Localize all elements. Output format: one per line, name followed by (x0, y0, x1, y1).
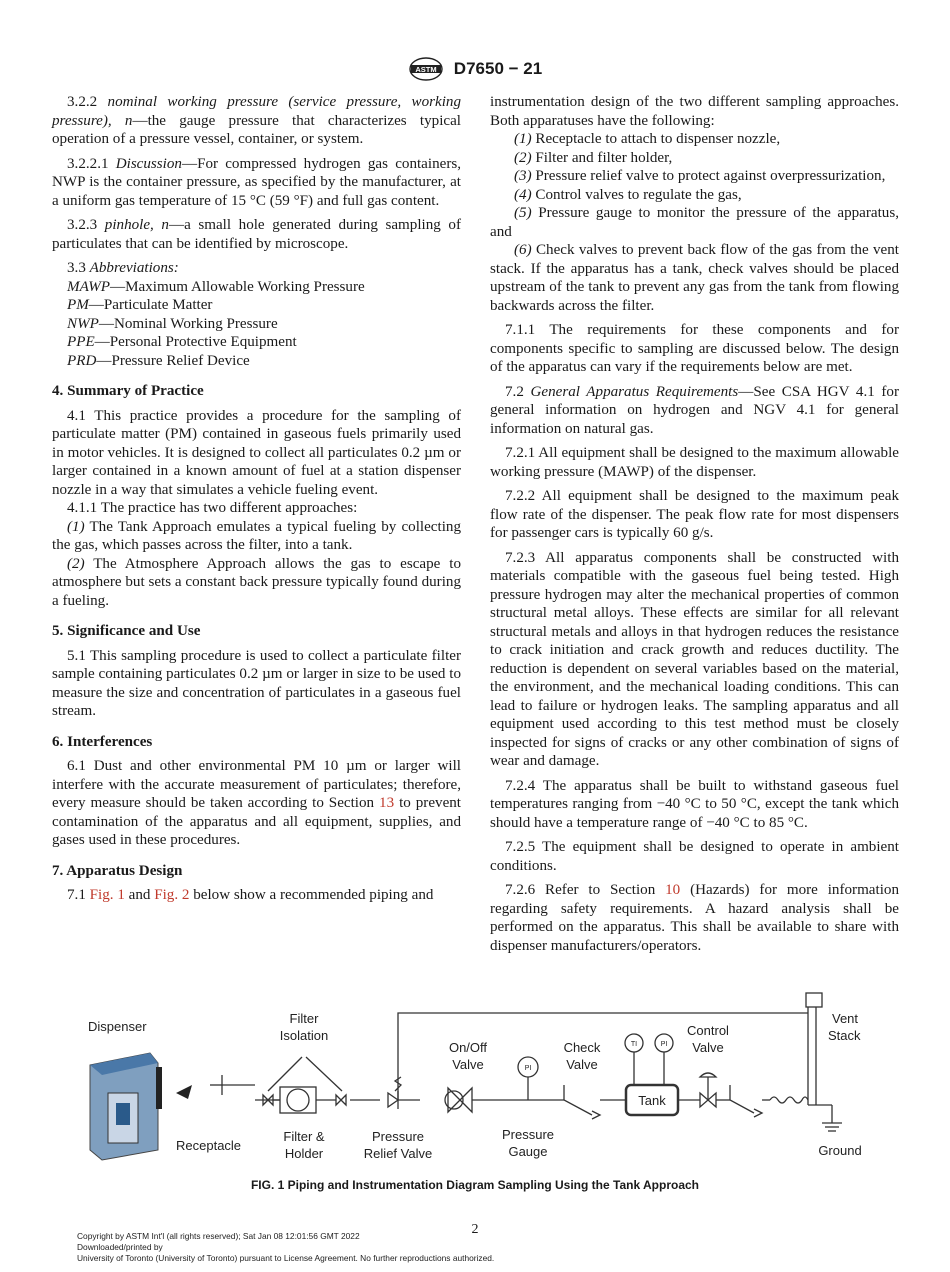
label-control-valve: Valve (692, 1040, 724, 1055)
para-7-1-cont: instrumentation design of the two different sampling approaches. Both apparatuses have the following: (490, 94, 899, 129)
para-7-2-5: 7.2.5 The equipment shall be designed to operate in ambient conditions. (490, 839, 899, 874)
abbr-item: NWP—Nominal Working Pressure (67, 315, 278, 332)
section-6-title: 6. Interferences (52, 733, 153, 750)
para-7-2: 7.2 General Apparatus Requirements—See CSA HGV 4.1 for general information on hydrogen and NGV 4.1 for general information on natural gas. (490, 383, 900, 437)
label-tank: Tank (638, 1093, 666, 1108)
fig-2-link[interactable]: Fig. 2 (154, 887, 190, 903)
para-7-2-4: 7.2.4 The apparatus shall be built to withstand gaseous fuel temperatures ranging from −40 °C to 50 °C, except the tank which should have a temperature range of −40 °C to 85 °C. (490, 777, 899, 831)
label-pi: PI (660, 1041, 668, 1048)
footer-line: Downloaded/printed by (77, 1242, 163, 1252)
para-7-2-3: 7.2.3 All apparatus components shall be constructed with materials compatible with the gaseous fuel being tested. High pressure hydrogen may alter the mechanical properties of common structural metal alloys. These effects are similar for all relevant structural metals and alloys in that hydrogen reduces the resistance to crack initiation and crack growth and reduces ductility. The reduction is dependent on several variables based on the material, the environment, and the mechanical loading conditions. This can lead to failure or hydrogen leaks. The sampling apparatus and all equipment used according to this test method must be closely inspected for signs of cracks or any other combination of signs of wear and damage. (490, 549, 899, 769)
label-pressure-relief-valve: Pressure (371, 1129, 425, 1144)
section-4-title: 4. Summary of Practice (52, 383, 204, 399)
label-check-valve: Valve (566, 1057, 598, 1072)
label-onoff-valve: On/Off (448, 1040, 488, 1055)
para-7-1-1: 7.1.1 The requirements for these components and for components specific to sampling are discussed below. The design of the apparatus can vary if the requirements below are met. (490, 322, 899, 375)
para-6-1: 6.1 Dust and other environmental PM 10 µm or larger will interfere with the accurate measurement of particulates; therefore, every measure should be taken according to Section 13 to prevent contamination of the apparatus and all equipment, supplies, and gases used in these procedures. (52, 758, 462, 848)
right-column (490, 93, 899, 961)
para-4-1-1: 4.1.1 The practice has two different approaches: (67, 500, 358, 516)
para-3-3: 3.3 Abbreviations: (67, 260, 179, 276)
label-dispenser: Dispenser (88, 1019, 147, 1034)
label-filter-isolation: Filter (289, 1011, 319, 1026)
abbr-item: PM—Particulate Matter (67, 297, 213, 313)
label-pressure-relief-valve: Relief Valve (363, 1146, 433, 1161)
para-4-1-1-1: (1) The Tank Approach emulates a typical fueling by collecting the gas, which passes across the filter, into a tank. (52, 518, 461, 553)
label-filter-holder: Filter & (283, 1129, 325, 1144)
abbr-item: PRD—Pressure Relief Device (67, 352, 250, 369)
para-7-2-6: 7.2.6 Refer to Section 10 (Hazards) for more information regarding safety requirements. A hazard analysis shall be performed on the apparatus. This shall be available to share with dispenser manufacturers/operators. (490, 882, 899, 954)
page-number: 2 (471, 1222, 479, 1237)
copyright-footer (77, 1231, 494, 1264)
label-ground: Ground (818, 1143, 862, 1158)
footer-line: Copyright by ASTM Int'l (all rights reserved); Sat Jan 08 12:01:56 GMT 2022 (77, 1231, 360, 1241)
fig-1-link[interactable]: Fig. 1 (89, 887, 125, 903)
para-7-2-2: 7.2.2 All equipment shall be designed to the maximum peak flow rate of the dispenser. The peak flow rate for most dispensers for passenger cars is typically 60 g/s. (490, 488, 899, 541)
section-7-title: 7. Apparatus Design (52, 862, 183, 879)
section-5-title: 5. Significance and Use (52, 623, 201, 639)
para-7-1: 7.1 Fig. 1 and Fig. 2 below show a recommended piping and (67, 887, 434, 903)
label-pi: PI (524, 1065, 532, 1072)
footer-line: University of Toronto (University of Toronto) pursuant to License Agreement. No further reproductions authorized. (77, 1253, 495, 1263)
para-4-1-1-2: (2) The Atmosphere Approach allows the gas to escape to atmosphere but sets a constant back pressure typically found during a fueling. (52, 555, 461, 609)
label-vent-stack: Stack (828, 1028, 861, 1043)
abbr-item: MAWP—Maximum Allowable Working Pressure (67, 278, 365, 295)
astm-logo-text: ASTM (415, 64, 437, 74)
section-13-link[interactable]: 13 (379, 795, 395, 811)
list-item: (2) Filter and filter holder, (514, 149, 673, 166)
abbr-item: PPE—Personal Protective Equipment (67, 334, 297, 350)
list-item: (4) Control valves to regulate the gas, (514, 186, 742, 203)
label-check-valve: Check (563, 1040, 601, 1055)
para-3-2-2-1: 3.2.2.1 Discussion—For compressed hydrogen gas containers, NWP is the container pressure, as specified by the manufacturer, at a uniform gas temperature of 15 °C (59 °F) and full gas content. (52, 155, 461, 209)
list-item: (5) Pressure gauge to monitor the pressure of the apparatus, and (490, 205, 899, 240)
label-receptacle: Receptacle (176, 1138, 242, 1153)
left-column (52, 93, 461, 911)
label-filter-holder: Holder (284, 1146, 324, 1161)
piping-diagram (80, 985, 880, 1170)
astm-logo-icon (408, 56, 444, 82)
para-3-2-2: 3.2.2 nominal working pressure (service pressure, working pressure), n—the gauge pressure that characterizes typical operation of a pressure vessel, container, or system. (52, 94, 461, 147)
label-control-valve: Control (687, 1023, 729, 1038)
label-ti: TI (630, 1041, 638, 1048)
label-onoff-valve: Valve (452, 1057, 484, 1072)
figure-caption: FIG. 1 Piping and Instrumentation Diagram Sampling Using the Tank Approach (250, 1178, 700, 1192)
list-item: (1) Receptacle to attach to dispenser nozzle, (514, 131, 781, 147)
page-header (0, 56, 950, 82)
list-item: (6) Check valves to prevent back flow of the gas from the vent stack. If the apparatus has a tank, check valves should be placed upstream of the tank to prevent any gas from the tank from flowing backwards across the filter. (490, 242, 899, 314)
standard-number: D7650 − 21 (453, 59, 543, 78)
para-4-1: 4.1 This practice provides a procedure for the sampling of particulate matter (PM) contained in gaseous fuels primarily used in motor vehicles. It is designed to collect all particulates 0.2 µm or larger contained in a known amount of fuel at a station dispenser nozzle in a way that simulates a vehicle fueling event. (52, 407, 461, 498)
para-3-2-3: 3.2.3 pinhole, n—a small hole generated during sampling of particulates that can be identified by microscope. (52, 217, 461, 252)
label-pressure-gauge: Gauge (508, 1144, 548, 1159)
label-filter-isolation: Isolation (279, 1028, 329, 1043)
para-7-2-1: 7.2.1 All equipment shall be designed to the maximum allowable working pressure (MAWP) of the dispenser. (490, 445, 899, 480)
label-pressure-gauge: Pressure (501, 1127, 555, 1142)
section-10-link[interactable]: 10 (665, 882, 681, 898)
label-vent-stack: Vent (832, 1011, 859, 1026)
para-5-1: 5.1 This sampling procedure is used to collect a particulate filter sample containing particulates 0.2 µm or larger in size to be used to measure the size and concentration of particulates in a gaseous fuel stream. (52, 647, 461, 719)
list-item: (3) Pressure relief valve to protect against overpressurization, (514, 168, 886, 184)
